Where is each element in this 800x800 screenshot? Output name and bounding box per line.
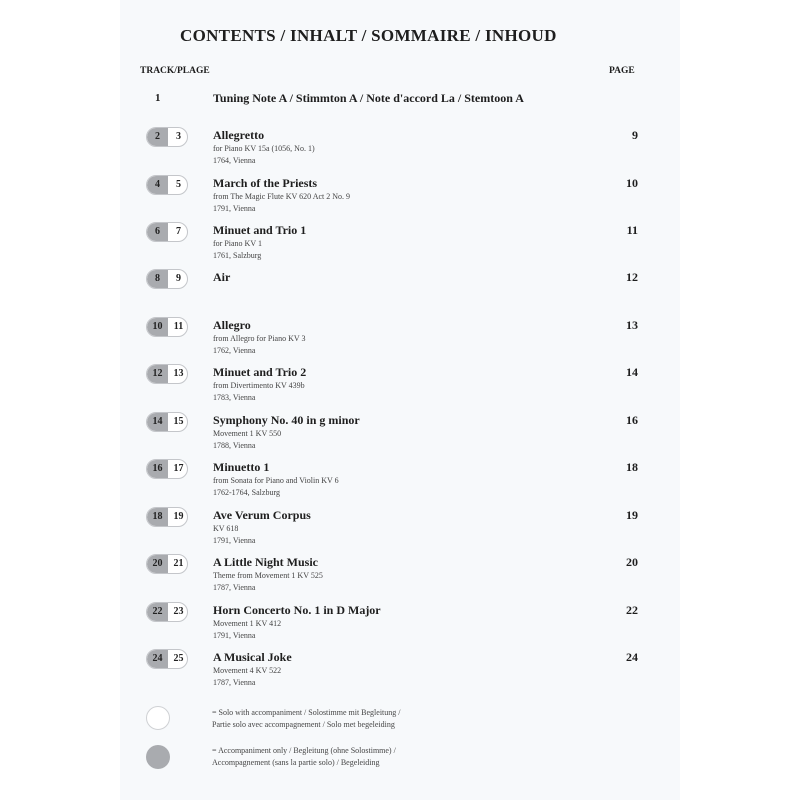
list-item: [0, 649, 800, 695]
accompaniment-track-number: 20: [152, 558, 163, 569]
entry-date: 1764, Vienna: [213, 156, 256, 165]
page-title: CONTENTS / INHALT / SOMMAIRE / INHOUD: [180, 26, 557, 45]
entry-page-number: 10: [626, 176, 638, 190]
entry-page-number: 16: [626, 413, 638, 427]
legend-solo-line1: = Solo with accompaniment / Solostimme mit Begleitung /: [212, 708, 401, 717]
solo-track-number: 9: [176, 273, 181, 284]
track-pill-icon: [146, 459, 188, 479]
solo-track-number: 15: [173, 416, 184, 427]
entry-title: Ave Verum Corpus: [213, 508, 311, 522]
entry-subtitle: from Divertimento KV 439b: [213, 381, 305, 390]
entry-title: A Musical Joke: [213, 650, 292, 664]
entry-page-number: 14: [626, 365, 638, 379]
solo-with-accompaniment-icon: [146, 706, 170, 730]
entry-date: 1762-1764, Salzburg: [213, 488, 280, 497]
accompaniment-track-number: 22: [152, 606, 163, 617]
tuning-title: Tuning Note A / Stimmton A / Note d'accord La / Stemtoon A: [213, 91, 524, 105]
legend-acc-line2: Accompagnement (sans la partie solo) / Begeleiding: [212, 758, 380, 767]
accompaniment-track-number: 8: [155, 273, 160, 284]
entry-title: Minuet and Trio 2: [213, 365, 307, 379]
track-pill-icon: [146, 269, 188, 289]
entry-date: 1787, Vienna: [213, 678, 256, 687]
solo-track-number: 7: [176, 226, 181, 237]
accompaniment-track-number: 14: [152, 416, 163, 427]
entry-date: 1791, Vienna: [213, 631, 256, 640]
entry-title: March of the Priests: [213, 176, 318, 190]
entry-page-number: 18: [626, 460, 638, 474]
list-item: [0, 269, 800, 315]
list-item: [0, 459, 800, 505]
entry-title: Allegretto: [213, 128, 265, 142]
entry-title: Air: [213, 270, 231, 284]
entry-subtitle: Theme from Movement 1 KV 525: [213, 571, 323, 580]
solo-track-number: 11: [173, 321, 184, 332]
entry-page-number: 24: [626, 650, 638, 664]
accompaniment-track-number: 12: [152, 368, 163, 379]
track-pill-icon: [146, 602, 188, 622]
entry-page-number: 13: [626, 318, 638, 332]
solo-track-number: 5: [176, 179, 181, 190]
list-item: [0, 364, 800, 410]
entry-subtitle: from Allegro for Piano KV 3: [213, 334, 306, 343]
entry-subtitle: Movement 1 KV 412: [213, 619, 282, 628]
legend-solo-text: [212, 707, 401, 731]
track-pill-icon: [146, 412, 188, 432]
track-pill-icon: [146, 364, 188, 384]
list-item: [0, 507, 800, 553]
list-item: [0, 127, 800, 173]
list-item: [0, 412, 800, 458]
accompaniment-track-number: 4: [155, 179, 160, 190]
entry-subtitle: Movement 4 KV 522: [213, 666, 282, 675]
entry-page-number: 12: [626, 270, 638, 284]
list-item: [0, 602, 800, 648]
entry-page-number: 19: [626, 508, 638, 522]
entry-date: 1791, Vienna: [213, 204, 256, 213]
accompaniment-track-number: 2: [155, 131, 160, 142]
entry-date: 1761, Salzburg: [213, 251, 262, 260]
accompaniment-track-number: 24: [152, 653, 163, 664]
track-pill-icon: [146, 127, 188, 147]
entry-title: Symphony No. 40 in g minor: [213, 413, 360, 427]
entry-page-number: 22: [626, 603, 638, 617]
track-column-header: TRACK/PLAGE: [140, 66, 210, 76]
legend-solo-line2: Partie solo avec accompagnement / Solo met begeleiding: [212, 720, 395, 729]
entry-title: Allegro: [213, 318, 251, 332]
accompaniment-track-number: 6: [155, 226, 160, 237]
entry-subtitle: for Piano KV 1: [213, 239, 262, 248]
entry-subtitle: KV 618: [213, 524, 239, 533]
entry-subtitle: for Piano KV 15a (1056, No. 1): [213, 144, 315, 153]
entry-page-number: 20: [626, 555, 638, 569]
track-pill-icon: [146, 649, 188, 669]
entry-page-number: 9: [632, 128, 638, 142]
track-pill-icon: [146, 317, 188, 337]
solo-track-number: 13: [173, 368, 184, 379]
entry-date: 1788, Vienna: [213, 441, 256, 450]
solo-track-number: 23: [173, 606, 184, 617]
legend-acc-line1: = Accompaniment only / Begleitung (ohne Solostimme) /: [212, 746, 396, 755]
list-item: [0, 317, 800, 363]
track-pill-icon: [146, 507, 188, 527]
list-item: [0, 222, 800, 268]
entry-date: 1783, Vienna: [213, 393, 256, 402]
entry-title: Horn Concerto No. 1 in D Major: [213, 603, 381, 617]
track-pill-icon: [146, 554, 188, 574]
solo-track-number: 19: [173, 511, 184, 522]
entry-title: Minuetto 1: [213, 460, 270, 474]
entry-subtitle: from The Magic Flute KV 620 Act 2 No. 9: [213, 192, 351, 201]
entry-subtitle: Movement 1 KV 550: [213, 429, 282, 438]
accompaniment-only-icon: [146, 745, 170, 769]
entry-subtitle: from Sonata for Piano and Violin KV 6: [213, 476, 339, 485]
accompaniment-track-number: 18: [152, 511, 163, 522]
entry-date: 1762, Vienna: [213, 346, 256, 355]
entry-page-number: 11: [626, 223, 638, 237]
solo-track-number: 21: [173, 558, 184, 569]
solo-track-number: 17: [173, 463, 184, 474]
solo-track-number: 25: [173, 653, 184, 664]
list-item: [0, 175, 800, 221]
entry-date: 1787, Vienna: [213, 583, 256, 592]
accompaniment-track-number: 16: [152, 463, 163, 474]
entry-title: Minuet and Trio 1: [213, 223, 307, 237]
entry-date: 1791, Vienna: [213, 536, 256, 545]
entry-title: A Little Night Music: [213, 555, 318, 569]
tuning-track-number: 1: [155, 92, 161, 104]
legend-accompaniment-text: [212, 745, 396, 769]
accompaniment-track-number: 10: [152, 321, 163, 332]
page-column-header: PAGE: [609, 66, 635, 76]
track-pill-icon: [146, 222, 188, 242]
track-pill-icon: [146, 175, 188, 195]
list-item: [0, 554, 800, 600]
solo-track-number: 3: [176, 131, 181, 142]
